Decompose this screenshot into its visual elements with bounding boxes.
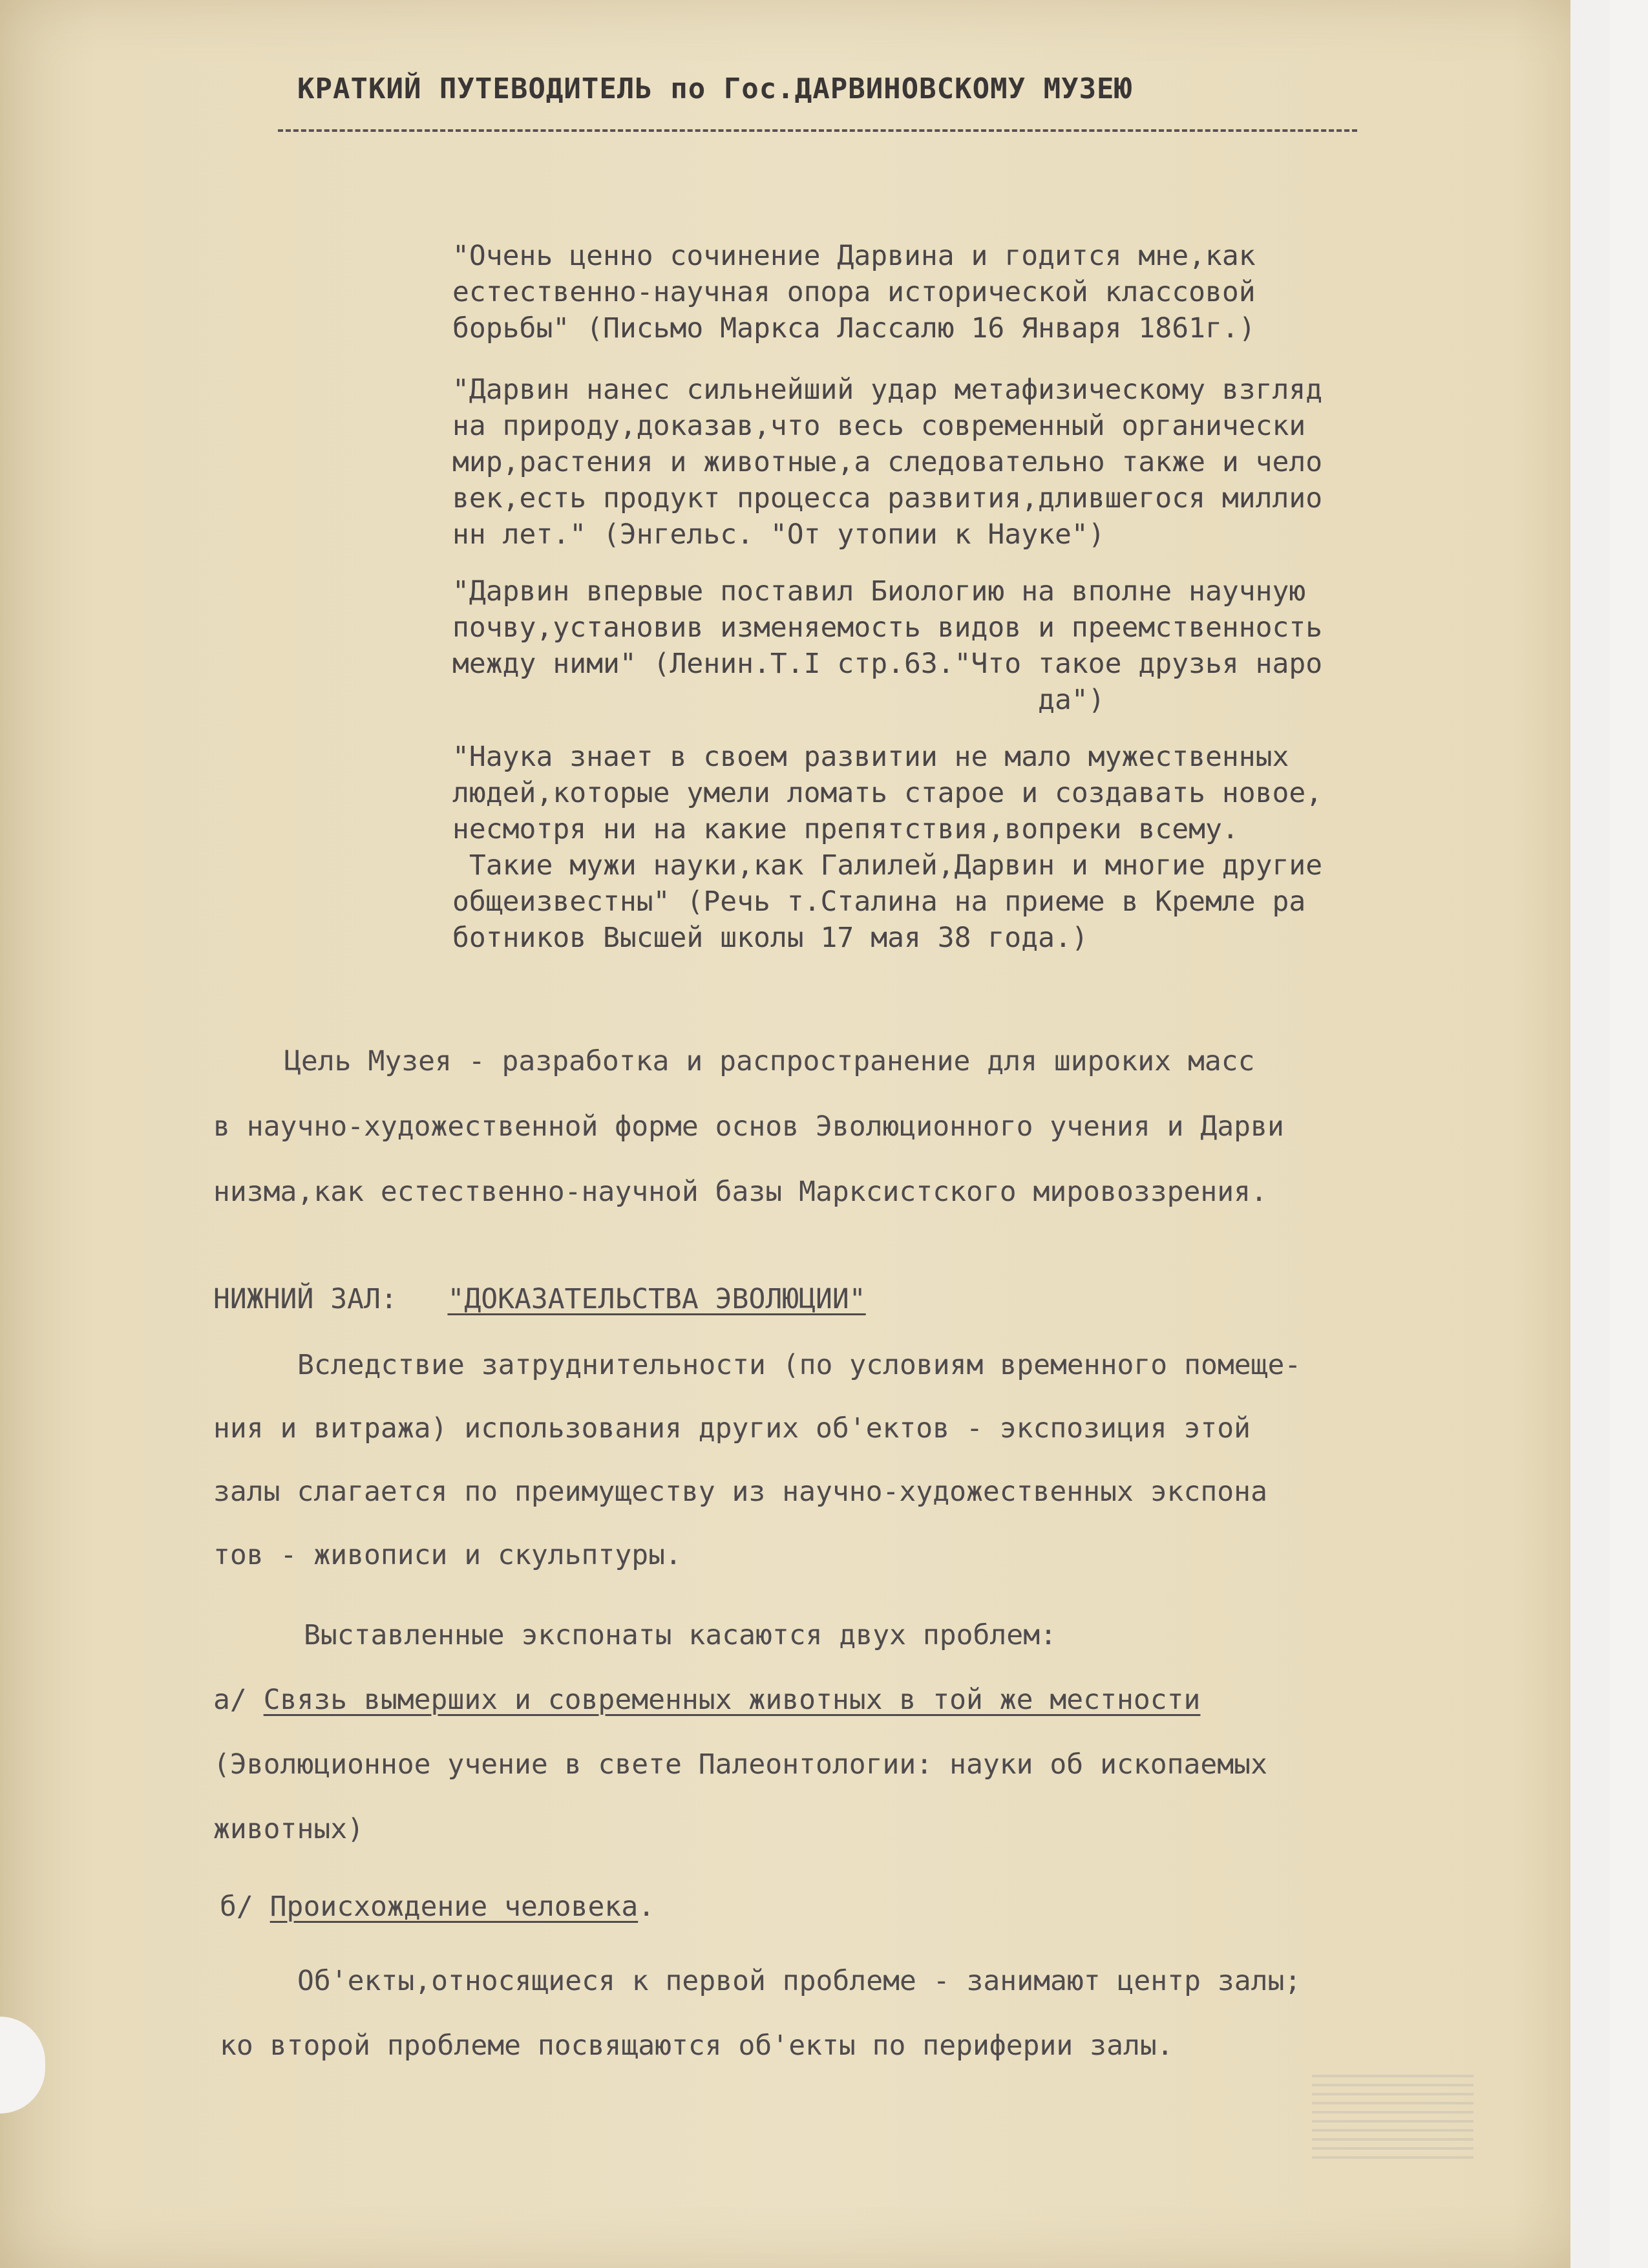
hall-label: НИЖНИЙ ЗАЛ: [213,1283,397,1315]
epigraph-line: "Дарвин нанес сильнейший удар метафизическому взгляд [452,374,1323,406]
objects-line: Об'екты,относящиеся к первой проблеме - занимают центр залы; [297,1965,1302,1997]
epigraph-line: людей,которые умели ломать старое и создавать новое, [452,777,1323,809]
problem-a-note: (Эволюционное учение в свете Палеонтологии: науки об ископаемых [213,1748,1267,1781]
problem-b-marker: б/ [220,1891,253,1923]
problem-a-marker: а/ [213,1684,247,1716]
epigraph-line: между ними" (Ленин.Т.I стр.63."Что такое друзья наро [452,648,1323,680]
purpose-line: низма,как естественно-научной базы Марксистского мировоззрения. [213,1176,1267,1208]
epigraph-stalin [452,739,1590,956]
epigraph-line: "Дарвин впервые поставил Биологию на вполне научную [452,575,1306,608]
epigraph-engels [452,372,1590,553]
problem-a-note: животных) [213,1813,364,1845]
objects-line: ко второй проблеме посвящаются об'екты по периферии залы. [220,2030,1174,2062]
epigraph-line: "Наука знает в своем развитии не мало мужественных [452,741,1289,773]
purpose-line: Цель Музея - разработка и распространение для широких масс [284,1045,1255,1077]
epigraph-line: борьбы" (Письмо Маркса Лассалю 16 Января 1861г.) [452,312,1256,344]
problem-b-title: Происхождение человека [269,1891,639,1923]
epigraph-line: общеизвестны" (Речь т.Сталина на приеме в Кремле ра [452,885,1306,918]
epigraph-line: естественно-научная опора исторической классовой [452,276,1256,308]
exposition-line: тов - живописи и скульптуры. [213,1539,682,1571]
exposition-line: ния и витража) использования других об'ектов - экспозиция этой [213,1412,1251,1445]
exposition-line: Вследствие затруднительности (по условиям временного помеще- [297,1349,1302,1381]
epigraph-line: ботников Высшей школы 17 мая 38 года.) [452,922,1088,954]
epigraph-line: на природу,доказав,что весь современный органически [452,410,1306,442]
hall-title: "ДОКАЗАТЕЛЬСТВА ЭВОЛЮЦИИ" [447,1283,866,1315]
problem-a [213,1684,1200,1716]
title-underline [278,129,1357,132]
epigraph-line: нн лет." (Энгельс. "От утопии к Науке") [452,518,1105,551]
epigraph-line: да") [452,684,1105,716]
torn-edge [0,2017,45,2114]
problem-b-period: . [638,1891,655,1923]
epigraph-line: мир,растения и животные,а следовательно также и чело [452,446,1323,478]
epigraph-lenin [452,573,1590,718]
hall-heading [213,1283,866,1315]
document-title: КРАТКИЙ ПУТЕВОДИТЕЛЬ по Гос.ДАРВИНОВСКОМУ МУЗЕЮ [297,72,1133,105]
epigraph-line: "Очень ценно сочинение Дарвина и годится мне,как [452,240,1256,272]
problems-intro: Выставленные экспонаты касаются двух проблем: [304,1619,1057,1651]
exposition-line: залы слагается по преимуществу из научно-художественных экспона [213,1476,1267,1508]
epigraph-line: Такие мужи науки,как Галилей,Дарвин и многие другие [452,849,1323,882]
purpose-line: в научно-художественной форме основ Эволюционного учения и Дарви [213,1110,1284,1143]
problem-b [220,1891,655,1923]
epigraph-marx [452,238,1590,346]
epigraph-line: век,есть продукт процесса развития,длившегося миллио [452,482,1323,514]
faint-stamp [1312,2075,1474,2159]
epigraph-line: несмотря ни на какие препятствия,вопреки всему. [452,813,1239,845]
epigraph-line: почву,установив изменяемость видов и преемственность [452,611,1323,644]
problem-a-title: Связь вымерших и современных животных в той же местности [263,1684,1201,1716]
